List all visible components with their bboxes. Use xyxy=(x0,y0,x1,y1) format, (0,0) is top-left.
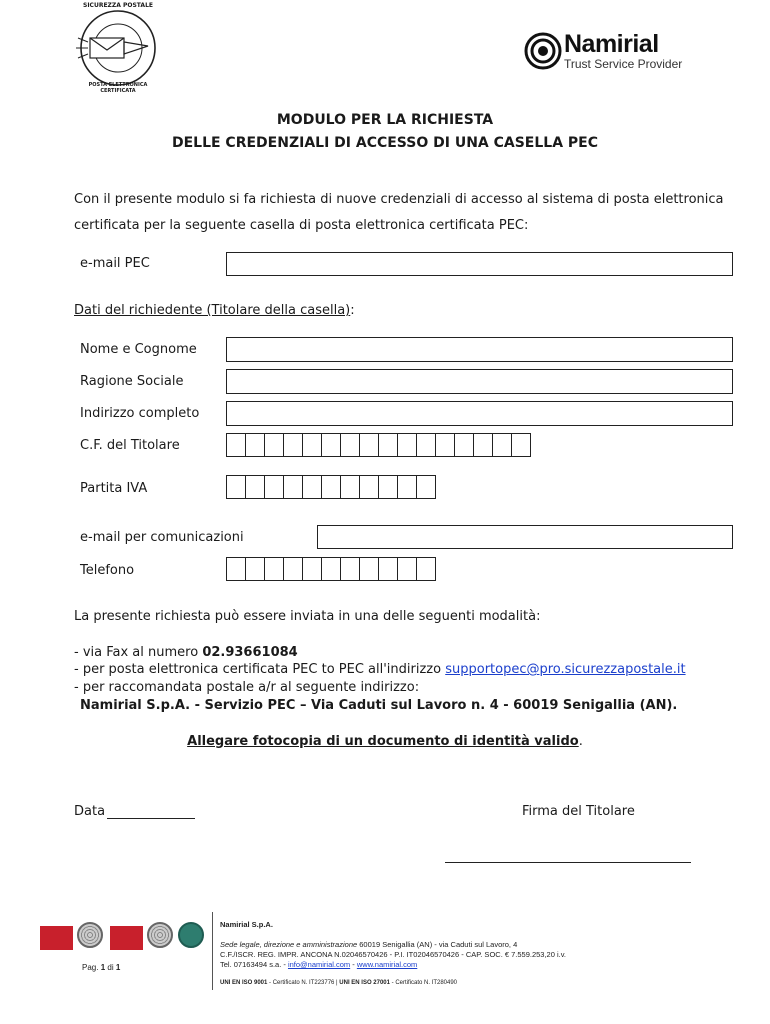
indirizzo-label: Indirizzo completo xyxy=(80,406,200,421)
telefono-label: Telefono xyxy=(80,563,135,578)
certification-mark-icon xyxy=(40,926,73,950)
cf-field[interactable] xyxy=(226,433,530,457)
method-mail: - per raccomandata postale a/r al seguente indirizzo: xyxy=(74,680,420,695)
section-label-colon: : xyxy=(350,303,355,318)
pec-email-link[interactable]: supportopec@pro.sicurezzapostale.it xyxy=(445,662,686,677)
page-prefix: Pag. xyxy=(82,963,101,972)
sicurezza-postale-logo xyxy=(68,8,168,88)
attach-notice xyxy=(0,734,770,749)
namirial-logo xyxy=(524,32,686,72)
fax-prefix: - via Fax al numero xyxy=(74,645,203,660)
indirizzo-field[interactable] xyxy=(226,401,733,426)
telefono-field[interactable] xyxy=(226,557,435,581)
email-comunicazioni-field[interactable] xyxy=(317,525,733,549)
info-email-link[interactable]: info@namirial.com xyxy=(287,960,351,969)
iso2: UNI EN ISO 27001 xyxy=(339,980,390,986)
cf-label: C.F. del Titolare xyxy=(80,438,180,453)
email-pec-label: e-mail PEC xyxy=(80,256,150,271)
footer-iso xyxy=(220,978,457,988)
iso2-cert: - Certificato N. IT280490 xyxy=(389,980,458,986)
ragione-sociale-label: Ragione Sociale xyxy=(80,374,184,389)
section-label-text: Dati del richiedente (Titolare della casella) xyxy=(74,303,351,318)
sede-rest: 60019 Senigallia (AN) - via Caduti sul Lavoro, 4 xyxy=(357,940,518,949)
intro-line-2: certificata per la seguente casella di posta elettronica certificata PEC: xyxy=(74,218,529,233)
piva-label: Partita IVA xyxy=(80,481,148,496)
iso1: UNI EN ISO 9001 xyxy=(220,980,268,986)
email-pec-field[interactable] xyxy=(226,252,733,276)
certification-logos xyxy=(40,910,210,960)
pec-prefix: - per posta elettronica certificata PEC to PEC all'indirizzo xyxy=(74,662,446,677)
section-label xyxy=(74,303,355,318)
namirial-mark-icon xyxy=(524,32,562,70)
footer-sede xyxy=(220,940,517,950)
certification-seal-icon xyxy=(147,922,173,948)
intro-line-1: Con il presente modulo si fa richiesta di nuove credenziali di accesso al sistema di posta elettronica xyxy=(74,192,724,207)
certification-seal-icon xyxy=(77,922,103,948)
attach-text: Allegare fotocopia di un documento di identità valido xyxy=(187,734,579,749)
footer-divider xyxy=(212,912,213,990)
email-comunicazioni-label: e-mail per comunicazioni xyxy=(80,530,244,545)
footer-contacts xyxy=(220,960,417,970)
firma-line[interactable] xyxy=(445,862,691,863)
footer-company xyxy=(220,920,273,930)
mail-address: Namirial S.p.A. - Servizio PEC – Via Caduti sul Lavoro n. 4 - 60019 Senigallia (AN). xyxy=(80,698,678,713)
data-label: Data xyxy=(74,804,106,819)
page-number xyxy=(82,963,120,973)
brand-name: Namirial xyxy=(564,30,659,58)
accredia-seal-icon xyxy=(178,922,204,948)
page-sep: di xyxy=(105,963,116,972)
page-total: 1 xyxy=(115,963,121,972)
firma-label: Firma del Titolare xyxy=(522,804,635,819)
tel-prefix: Tel. 07163494 s.a. - xyxy=(220,960,288,969)
data-line[interactable] xyxy=(107,818,195,819)
logo-bottom-text: POSTA ELETTRONICA CERTIFICATA xyxy=(88,82,148,94)
nome-cognome-field[interactable] xyxy=(226,337,733,362)
brand-tagline: Trust Service Provider xyxy=(564,57,683,71)
methods-intro: La presente richiesta può essere inviata in una delle seguenti modalità: xyxy=(74,609,541,624)
method-pec xyxy=(74,662,686,677)
certification-mark-icon xyxy=(110,926,143,950)
website-link[interactable]: www.namirial.com xyxy=(356,960,418,969)
attach-dot: . xyxy=(578,734,583,749)
sede-italic: Sede legale, direzione e amministrazione xyxy=(220,940,358,949)
nome-cognome-label: Nome e Cognome xyxy=(80,342,197,357)
piva-field[interactable] xyxy=(226,475,435,499)
ragione-sociale-field[interactable] xyxy=(226,369,733,394)
method-fax xyxy=(74,645,298,660)
company-name: Namirial S.p.A. xyxy=(220,920,273,929)
title-line-1: MODULO PER LA RICHIESTA xyxy=(276,112,494,128)
footer-cf: C.F./ISCR. REG. IMPR. ANCONA N.02046570426 - P.I. IT02046570426 - CAP. SOC. € 7.559.253,20 i.v. xyxy=(220,950,567,959)
title-line-2: DELLE CREDENZIALI DI ACCESSO DI UNA CASELLA PEC xyxy=(171,135,599,151)
tel-sep: - xyxy=(350,960,357,969)
page-current: 1 xyxy=(100,963,106,972)
iso1-cert: - Certificato N. IT223776 | xyxy=(267,980,340,986)
logo-top-text: SICUREZZA POSTALE xyxy=(83,2,153,9)
fax-number: 02.93661084 xyxy=(202,645,298,660)
